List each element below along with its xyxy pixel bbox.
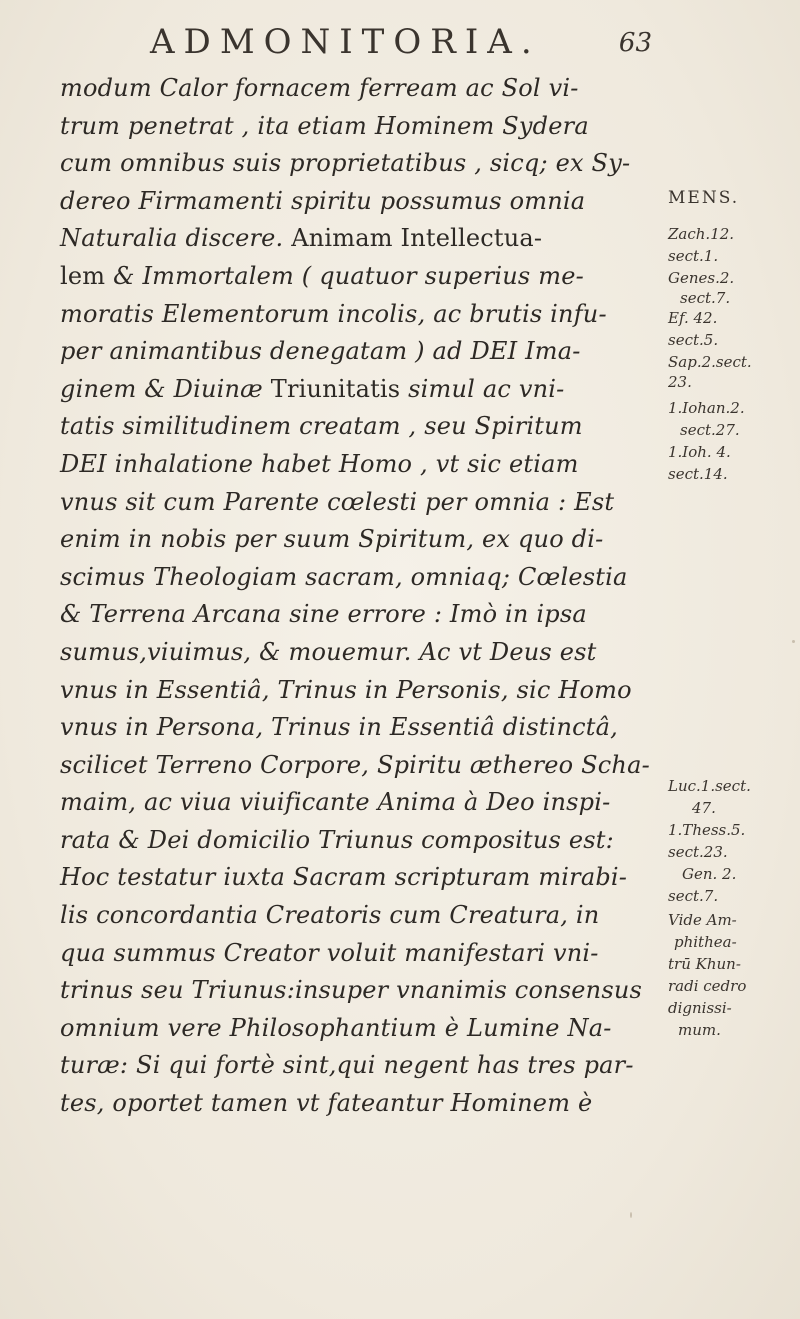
running-head: ADMONITORIA. — [150, 22, 541, 62]
text-line-20: maim, ac viua viuificante Anima à Deo inspi- — [60, 788, 611, 817]
text-line-3: cum omnibus suis proprietatibus , sicq; ex Sy- — [60, 149, 631, 178]
text-line-9 — [60, 371, 660, 409]
text-line-9-a: ginem & Diuinæ — [60, 374, 271, 403]
text-line-27: turæ: Si qui fortè sint,qui negent has tres par- — [60, 1051, 634, 1080]
text-line-4: dereo Firmamenti spiritu possumus omnia — [60, 186, 586, 215]
text-line-28: tes, oportet tamen vt fateantur Hominem è — [60, 1089, 593, 1118]
margin-note: 1.Thess.5. — [668, 821, 746, 839]
paper-speck — [792, 640, 795, 643]
margin-note: sect.23. — [668, 843, 728, 861]
paper-speck — [630, 1212, 632, 1218]
margin-note: Sap.2.sect. — [668, 353, 752, 371]
margin-note: sect.1. — [668, 247, 719, 265]
margin-note: Zach.12. — [668, 225, 735, 243]
margin-note: sect.7. — [680, 289, 731, 307]
margin-note: radi cedro — [668, 977, 747, 995]
text-line-11: DEI inhalatione habet Homo , vt sic etiam — [60, 449, 579, 478]
text-line-6-roman: lem — [60, 261, 114, 290]
text-line-7: moratis Elementorum incolis, ac brutis infu- — [60, 299, 607, 328]
main-text — [60, 70, 660, 1123]
text-line-8: per animantibus denegatam ) ad DEI Ima- — [60, 337, 581, 366]
text-line-23: lis concordantia Creatoris cum Creatura, in — [60, 901, 600, 930]
margin-note: phithea- — [674, 933, 737, 951]
margin-note: Ef. 42. — [668, 309, 718, 327]
text-line-2: trum penetrat , ita etiam Hominem Sydera — [60, 111, 589, 140]
text-line-26: omnium vere Philosophantium è Lumine Na- — [60, 1013, 612, 1042]
text-line-13: enim in nobis per suum Spiritum, ex quo di- — [60, 525, 604, 554]
margin-note: 23. — [668, 373, 692, 391]
text-line-12: vnus sit cum Parente cœlesti per omnia : Est — [60, 487, 615, 516]
margin-note: sect.27. — [680, 421, 740, 439]
page-number: 63 — [618, 28, 652, 58]
margin-note: Gen. 2. — [682, 865, 737, 883]
text-line-17: vnus in Essentiâ, Trinus in Personis, sic Homo — [60, 675, 632, 704]
text-line-14: scimus Theologiam sacram, omniaq; Cœlestia — [60, 562, 628, 591]
text-line-1: modum Calor fornacem ferream ac Sol vi- — [60, 74, 579, 102]
margin-note: Genes.2. — [668, 269, 735, 287]
text-line-21: rata & Dei domicilio Triunus compositus est: — [60, 825, 614, 854]
margin-note: dignissi- — [668, 999, 732, 1017]
margin-note: 47. — [692, 799, 716, 817]
margin-note: sect.7. — [668, 887, 719, 905]
margin-note: 1.Ioh. 4. — [668, 443, 731, 461]
text-line-6-italic: & Immortalem ( quatuor superius me- — [113, 261, 584, 290]
text-line-5-roman: Animam Intellectua- — [291, 224, 543, 253]
text-line-25: trinus seu Triunus:insuper vnanimis consensus — [60, 976, 643, 1005]
text-line-6 — [60, 258, 660, 296]
text-line-24: qua summus Creator voluit manifestari vni- — [60, 938, 599, 967]
margin-note: 1.Iohan.2. — [668, 399, 745, 417]
margin-note: Vide Am- — [668, 911, 737, 929]
text-line-5 — [60, 220, 660, 258]
text-line-9-c: simul ac vni- — [400, 374, 565, 403]
text-line-9-roman: Triunitatis — [270, 374, 401, 403]
margin-note-mens: MENS. — [668, 188, 740, 208]
margin-note: sect.5. — [668, 331, 719, 349]
margin-note: sect.14. — [668, 465, 728, 483]
text-line-10: tatis similitudinem creatam , seu Spiritum — [60, 412, 583, 441]
margin-note: trū Khun- — [668, 955, 741, 973]
text-line-5-italic: Naturalia discere. — [60, 224, 292, 253]
text-line-15: & Terrena Arcana sine errore : Imò in ipsa — [60, 600, 587, 629]
text-line-18: vnus in Persona, Trinus in Essentiâ distinctâ, — [60, 713, 618, 742]
page-header — [150, 22, 670, 66]
margin-note: mum. — [678, 1021, 721, 1039]
margin-note: Luc.1.sect. — [668, 777, 751, 795]
text-line-19: scilicet Terreno Corpore, Spiritu æthereo Scha- — [60, 750, 650, 779]
text-line-22: Hoc testatur iuxta Sacram scripturam mirabi- — [60, 863, 628, 892]
text-line-16: sumus,viuimus, & mouemur. Ac vt Deus est — [60, 637, 597, 666]
